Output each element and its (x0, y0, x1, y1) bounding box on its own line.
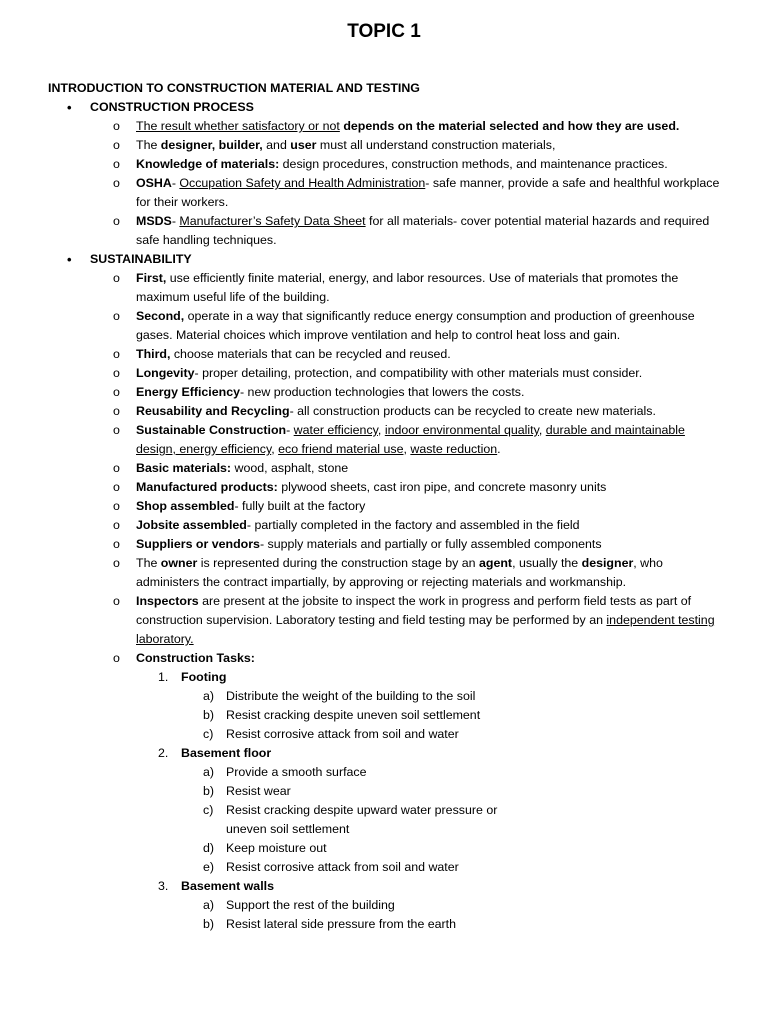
subtask-text: Distribute the weight of the building to the soil (226, 689, 476, 703)
bold-text: designer (581, 556, 634, 570)
subtask-text: Support the rest of the building (226, 898, 395, 912)
subtask-text: Resist cracking despite upward water pressure or uneven soil settlement (226, 803, 498, 836)
circle-marker: o (113, 385, 120, 399)
list-item (0, 554, 768, 592)
text-run: The (136, 556, 161, 570)
circle-marker: o (113, 404, 120, 418)
bold-text: Second, (136, 309, 185, 323)
list-item (0, 364, 768, 383)
subtask-marker: b) (203, 708, 215, 722)
underlined-text: durable and maintainable design, energy efficiency (136, 423, 685, 456)
subtask-text: Keep moisture out (226, 841, 327, 855)
text-run: must all understand construction materials, (316, 138, 556, 152)
subtask-item (0, 896, 516, 915)
circle-marker: o (113, 138, 120, 152)
bold-text: Basic materials: (136, 461, 232, 475)
list-item (0, 459, 768, 478)
text-run: is represented during the construction stage by an (197, 556, 480, 570)
subtask-marker: a) (203, 765, 215, 779)
circle-marker: o (113, 366, 120, 380)
bold-text: Inspectors (136, 594, 199, 608)
list-item (0, 269, 768, 307)
bold-text: designer, builder, (160, 138, 263, 152)
circle-marker: o (113, 347, 120, 361)
text-run: , (538, 423, 546, 437)
bullet-marker: • (67, 100, 72, 115)
list-item (0, 136, 768, 155)
text-run: choose materials that can be recycled and reused. (170, 347, 451, 361)
list-item (0, 535, 768, 554)
task-number: 2. (158, 746, 169, 760)
circle-marker: o (113, 594, 120, 608)
text-run: , who administers the contract impartially, by approving or rejecting materials and workmanship. (136, 556, 663, 589)
bold-text: Shop assembled (136, 499, 235, 513)
list-item (0, 402, 768, 421)
circle-marker: o (113, 537, 120, 551)
task-label: Footing (181, 670, 227, 684)
bold-text: Suppliers or vendors (136, 537, 260, 551)
subtask-marker: d) (203, 841, 215, 855)
subtask-item (0, 801, 516, 839)
underlined-text: Occupation Safety and Health Administration (179, 176, 426, 190)
bold-text: Third, (136, 347, 171, 361)
section-bullet (0, 98, 768, 117)
task-number: 3. (158, 879, 169, 893)
subtask-text: Resist corrosive attack from soil and water (226, 727, 459, 741)
circle-marker: o (113, 556, 120, 570)
bold-text: Sustainable Construction (136, 423, 287, 437)
text-run: use efficiently finite material, energy, and labor resources. Use of materials that promotes the maximum useful life of the building. (136, 271, 679, 304)
bold-text: MSDS (136, 214, 172, 228)
subtask-text: Resist wear (226, 784, 291, 798)
task-number: 1. (158, 670, 169, 684)
bold-text: OSHA (136, 176, 172, 190)
text-run: - supply materials and partially or fully assembled components (259, 537, 602, 551)
subtask-marker: a) (203, 898, 215, 912)
list-item (0, 307, 768, 345)
underlined-text: eco friend material use (278, 442, 404, 456)
text-run: wood, asphalt, stone (231, 461, 349, 475)
text-run: - safe manner, provide a safe and healthful workplace for their workers. (136, 176, 720, 209)
list-item (0, 649, 768, 668)
subtask-item (0, 725, 516, 744)
circle-marker: o (113, 119, 120, 133)
underlined-text: waste reduction (410, 442, 498, 456)
task-label: Basement walls (181, 879, 274, 893)
circle-marker: o (113, 309, 120, 323)
subtask-text: Resist lateral side pressure from the earth (226, 917, 457, 931)
bold-text: Energy Efficiency (136, 385, 240, 399)
underlined-text: independent testing laboratory. (136, 613, 715, 646)
text-run: and (262, 138, 291, 152)
text-run: design procedures, construction methods, and maintenance practices. (279, 157, 668, 171)
circle-marker: o (113, 423, 120, 437)
subtask-item (0, 782, 516, 801)
circle-marker: o (113, 480, 120, 494)
task-item (0, 744, 768, 763)
subtask-marker: c) (203, 727, 214, 741)
list-item (0, 497, 768, 516)
subtask-marker: c) (203, 803, 214, 817)
text-run: , (377, 423, 385, 437)
text-run: - fully built at the factory (234, 499, 366, 513)
bold-text: depends on the material selected and how they are used. (343, 119, 680, 133)
list-item (0, 155, 768, 174)
text-run: - partially completed in the factory and assembled in the field (246, 518, 580, 532)
subtask-text: Provide a smooth surface (226, 765, 367, 779)
section-label: SUSTAINABILITY (90, 252, 192, 266)
circle-marker: o (113, 461, 120, 475)
underlined-text: The result whether satisfactory or not (136, 119, 340, 133)
text-run: are present at the jobsite to inspect the work in progress and perform field tests as part of construction supervision. Laboratory testing and field testing may be performed by an (136, 594, 692, 627)
subtask-marker: b) (203, 917, 215, 931)
text-run: - (286, 423, 294, 437)
underlined-text: water efficiency (293, 423, 378, 437)
circle-marker: o (113, 499, 120, 513)
list-item (0, 383, 768, 402)
subtask-item (0, 858, 516, 877)
underlined-text: indoor environmental quality (384, 423, 539, 437)
bold-text: agent (479, 556, 513, 570)
text-run: operate in a way that significantly reduce energy consumption and production of greenhouse gases. Material choices which improve ventilation and help to control heat loss and gain. (136, 309, 695, 342)
text-run: - new production technologies that lowers the costs. (239, 385, 525, 399)
bold-text: Manufactured products: (136, 480, 278, 494)
list-item (0, 345, 768, 364)
bold-text: First, (136, 271, 167, 285)
subtask-text: Resist cracking despite uneven soil settlement (226, 708, 481, 722)
subtask-marker: a) (203, 689, 215, 703)
text-run: - all construction products can be recycled to create new materials. (289, 404, 656, 418)
task-label: Basement floor (181, 746, 272, 760)
circle-marker: o (113, 214, 120, 228)
bold-text: user (290, 138, 317, 152)
text-run: - (171, 176, 180, 190)
text-run: The (136, 138, 161, 152)
list-item (0, 212, 768, 250)
text-run: , (403, 442, 411, 456)
bold-text: Knowledge of materials: (136, 157, 280, 171)
list-item (0, 478, 768, 497)
text-run: , usually the (512, 556, 582, 570)
bold-text: Longevity (136, 366, 195, 380)
circle-marker: o (113, 518, 120, 532)
circle-marker: o (113, 271, 120, 285)
section-bullet (0, 250, 768, 269)
text-run: , (271, 442, 279, 456)
task-item (0, 668, 768, 687)
subtask-item (0, 706, 516, 725)
bold-text: Construction Tasks: (136, 651, 255, 665)
circle-marker: o (113, 176, 120, 190)
outline-content (0, 98, 768, 934)
task-item (0, 877, 768, 896)
page-title: TOPIC 1 (347, 21, 421, 42)
text-run: plywood sheets, cast iron pipe, and concrete masonry units (277, 480, 607, 494)
subtask-item (0, 763, 516, 782)
subtask-text: Resist corrosive attack from soil and water (226, 860, 459, 874)
bold-text: owner (160, 556, 198, 570)
list-item (0, 516, 768, 535)
list-item (0, 592, 768, 649)
subtask-marker: b) (203, 784, 215, 798)
subtask-marker: e) (203, 860, 215, 874)
subtask-item (0, 915, 516, 934)
underlined-text: Manufacturer’s Safety Data Sheet (179, 214, 366, 228)
bold-text: Reusability and Recycling (136, 404, 290, 418)
section-heading: INTRODUCTION TO CONSTRUCTION MATERIAL AND TESTING (48, 81, 420, 95)
text-run: - proper detailing, protection, and compatibility with other materials must consider. (194, 366, 643, 380)
text-run: - (171, 214, 180, 228)
section-label: CONSTRUCTION PROCESS (90, 100, 254, 114)
list-item (0, 117, 768, 136)
circle-marker: o (113, 157, 120, 171)
bullet-marker: • (67, 252, 72, 267)
text-run: for all materials- cover potential material hazards and required safe handling techniques. (136, 214, 710, 247)
circle-marker: o (113, 651, 120, 665)
text-run: . (497, 442, 501, 456)
subtask-item (0, 839, 516, 858)
list-item (0, 174, 768, 212)
list-item (0, 421, 768, 459)
subtask-item (0, 687, 516, 706)
bold-text: Jobsite assembled (136, 518, 247, 532)
